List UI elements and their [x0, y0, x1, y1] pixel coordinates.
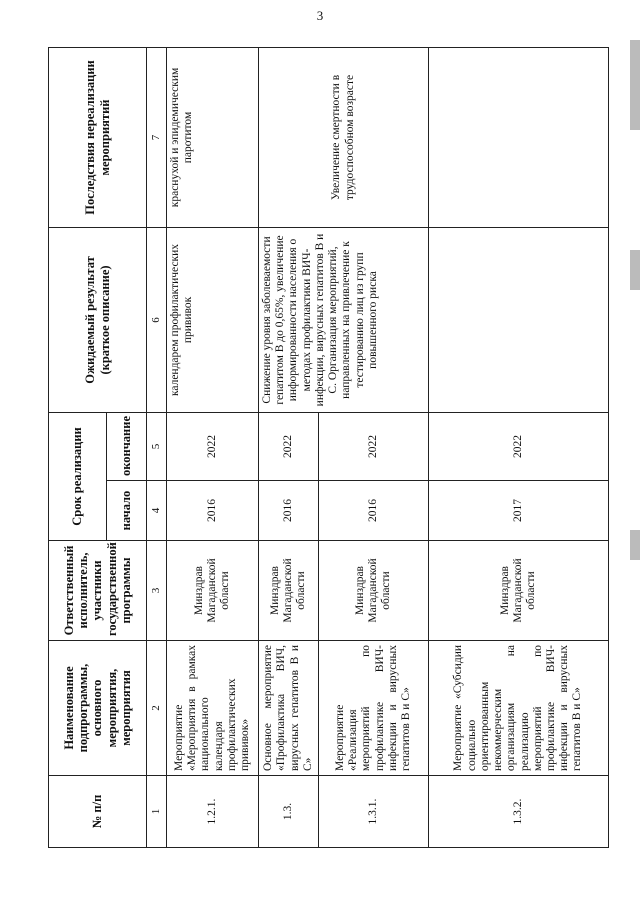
row-consequences: Увеличение смертности в трудоспособном возрасте: [259, 47, 429, 227]
row-num: 1.3.: [259, 776, 319, 848]
scan-edge-mark: [630, 530, 640, 560]
rotated-table-wrapper: [48, 48, 608, 848]
column-number: 3: [147, 541, 167, 641]
row-end: 2022: [259, 412, 319, 480]
row-num: 1.3.1.: [319, 776, 429, 848]
column-number: 1: [147, 776, 167, 848]
header-name: Наименование подпрограммы, основного мероприятия, мероприятия: [49, 641, 147, 776]
row-start: 2017: [429, 481, 609, 541]
table-row: [167, 47, 259, 847]
header-term: Срок реализации: [49, 412, 107, 540]
header-num: № п/п: [49, 776, 147, 848]
row-result: календарем профилактических прививок: [167, 227, 259, 412]
header-result: Ожидаемый результат (краткое описание): [49, 227, 147, 412]
row-name: Мероприятие «Субсидии социально ориентированным некоммерческим организациям на реализацию мероприятий по профилактике ВИЧ-инфекции и вирусных гепатитов В и С»: [429, 641, 609, 776]
header-end: окончание: [107, 412, 147, 480]
column-number: 2: [147, 641, 167, 776]
row-consequences: краснухой и эпидемическим паротитом: [167, 47, 259, 227]
column-number: 7: [147, 47, 167, 227]
row-result: Снижение уровня заболеваемости гепатитом В до 0,65%, увеличение информированности населения о методах профилактики ВИЧ-инфекции, вирусных гепатитов В и С. Организация мероприятий, направленных на привлечение к тестированию лиц из групп повышенного риска: [259, 227, 429, 412]
header-start: начало: [107, 481, 147, 541]
row-consequences: [429, 47, 609, 227]
row-num: 1.2.1.: [167, 776, 259, 848]
column-number: 5: [147, 412, 167, 480]
header-consequences: Последствия нереализации мероприятий: [49, 47, 147, 227]
table-row: [429, 47, 609, 847]
row-name: Мероприятие «Мероприятия в рамках национального календаря профилактических прививок»: [167, 641, 259, 776]
row-start: 2016: [259, 481, 319, 541]
row-responsible: Минздрав Магаданской области: [429, 541, 609, 641]
row-name: Основное мероприятие «Профилактика ВИЧ, вирусных гепатитов В и С»: [259, 641, 319, 776]
table-row: [259, 47, 319, 847]
row-start: 2016: [319, 481, 429, 541]
row-end: 2022: [319, 412, 429, 480]
row-responsible: Минздрав Магаданской области: [259, 541, 319, 641]
column-number: 6: [147, 227, 167, 412]
column-number: 4: [147, 481, 167, 541]
page-number: 3: [316, 8, 324, 23]
header-responsible: Ответственный исполнитель, участники государственной программы: [49, 541, 147, 641]
row-start: 2016: [167, 481, 259, 541]
program-table: [48, 47, 609, 848]
row-responsible: Минздрав Магаданской области: [319, 541, 429, 641]
row-result: [429, 227, 609, 412]
row-num: 1.3.2.: [429, 776, 609, 848]
row-responsible: Минздрав Магаданской области: [167, 541, 259, 641]
row-name: Мероприятие «Реализация мероприятий по профилактике ВИЧ-инфекции и вирусных гепатитов В и С»: [319, 641, 429, 776]
scan-edge-mark: [630, 40, 640, 130]
row-end: 2022: [167, 412, 259, 480]
row-end: 2022: [429, 412, 609, 480]
scan-edge-mark: [630, 250, 640, 290]
